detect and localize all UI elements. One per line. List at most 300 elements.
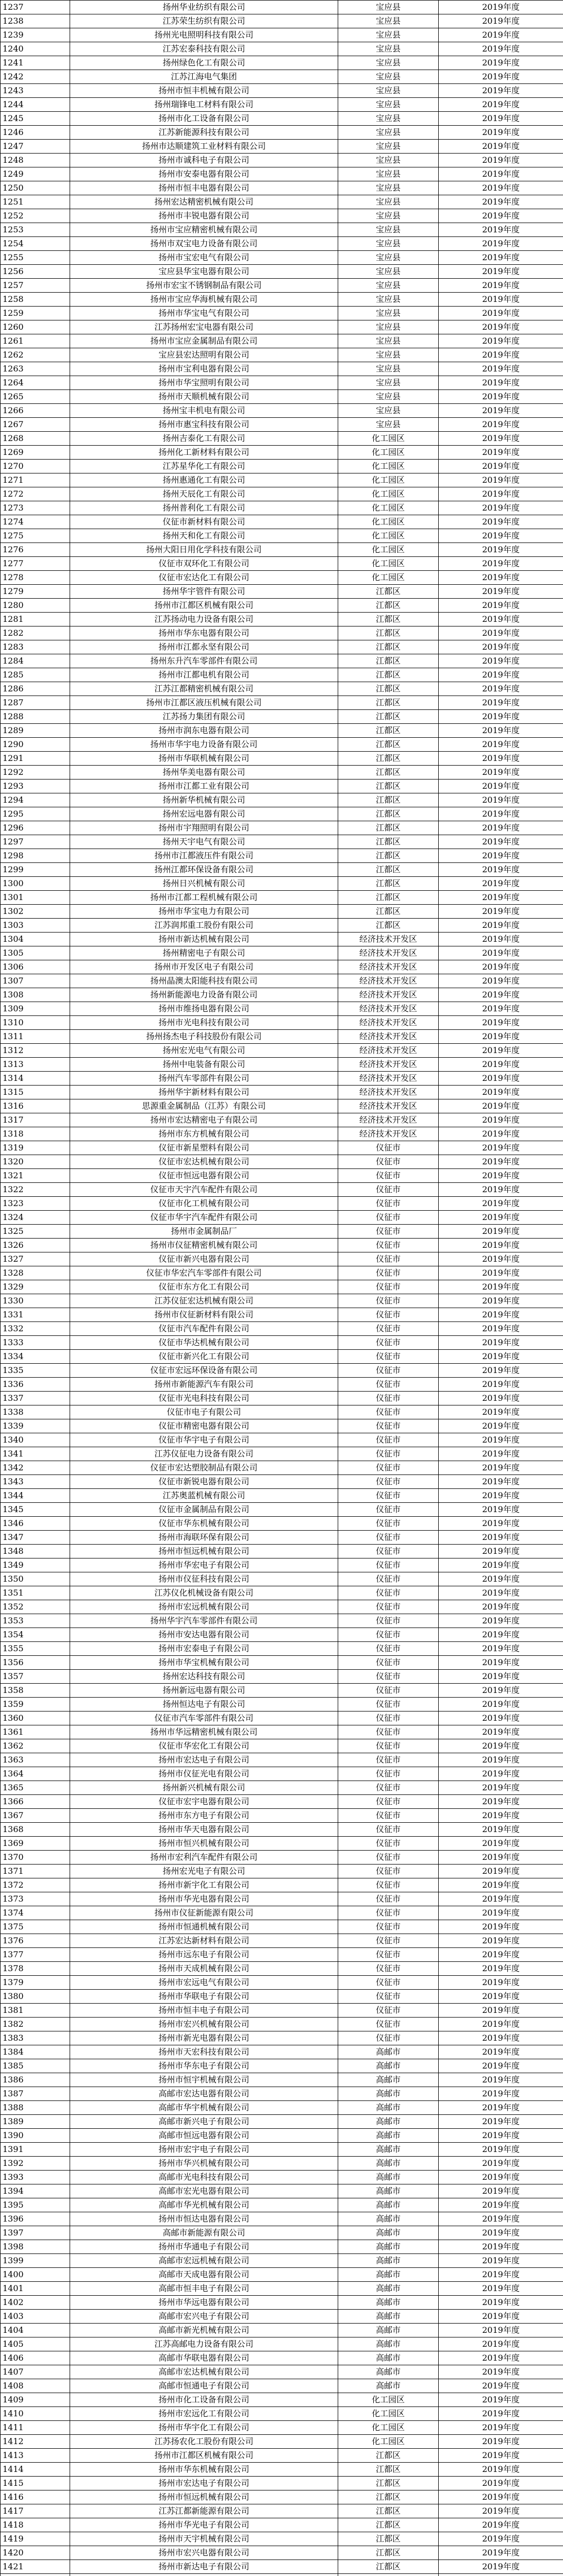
district-cell: 经济技术开发区 — [338, 988, 439, 1002]
district-cell: 宝应县 — [338, 181, 439, 195]
year-cell: 2019年度 — [439, 2073, 563, 2087]
year-cell: 2019年度 — [439, 2421, 563, 2435]
year-cell: 2019年度 — [439, 2477, 563, 2490]
district-cell: 高邮市 — [338, 2268, 439, 2282]
row-number-cell: 1379 — [1, 1976, 70, 1990]
row-number-cell: 1412 — [1, 2435, 70, 2449]
row-number-cell: 1421 — [1, 2560, 70, 2574]
row-number-cell: 1302 — [1, 905, 70, 919]
year-cell: 2019年度 — [439, 195, 563, 209]
row-number-cell: 1261 — [1, 334, 70, 348]
company-name-cell: 扬州市仪征新材料有限公司 — [70, 1308, 338, 1322]
company-name-cell: 江苏宏泰科技有限公司 — [70, 42, 338, 56]
year-cell: 2019年度 — [439, 557, 563, 571]
row-number-cell: 1397 — [1, 2226, 70, 2240]
district-cell: 江都区 — [338, 710, 439, 724]
company-name-cell: 扬州市宝应华海机械有限公司 — [70, 293, 338, 307]
district-cell: 宝应县 — [338, 209, 439, 223]
district-cell: 化工园区 — [338, 557, 439, 571]
table-row — [1, 905, 563, 919]
year-cell: 2019年度 — [439, 2351, 563, 2365]
table-row — [1, 1086, 563, 1099]
year-cell: 2019年度 — [439, 2365, 563, 2379]
district-cell: 宝应县 — [338, 376, 439, 390]
company-name-cell: 扬州东升汽车零部件有限公司 — [70, 654, 338, 668]
row-number-cell: 1258 — [1, 293, 70, 307]
year-cell: 2019年度 — [439, 1489, 563, 1503]
table-row — [1, 195, 563, 209]
row-number-cell: 1338 — [1, 1405, 70, 1419]
company-name-cell — [70, 2574, 338, 2576]
company-name-cell: 仪征市金属制品有限公司 — [70, 1503, 338, 1517]
year-cell: 2019年度 — [439, 376, 563, 390]
company-name-cell: 扬州市宝应精密机械有限公司 — [70, 223, 338, 237]
company-name-cell: 扬州扬杰电子科技股份有限公司 — [70, 1030, 338, 1044]
table-row — [1, 1058, 563, 1072]
year-cell: 2019年度 — [439, 1517, 563, 1531]
table-row — [1, 1044, 563, 1058]
company-name-cell: 扬州市润东电器有限公司 — [70, 724, 338, 738]
district-cell: 仪征市 — [338, 1545, 439, 1558]
row-number-cell: 1392 — [1, 2157, 70, 2171]
district-cell: 江都区 — [338, 738, 439, 752]
row-number-cell: 1298 — [1, 849, 70, 863]
year-cell: 2019年度 — [439, 112, 563, 126]
row-number-cell: 1341 — [1, 1447, 70, 1461]
year-cell: 2019年度 — [439, 2171, 563, 2184]
district-cell: 仪征市 — [338, 1809, 439, 1823]
district-cell: 高邮市 — [338, 2171, 439, 2184]
company-name-cell: 扬州市宏远机械有限公司 — [70, 1600, 338, 1614]
district-cell: 宝应县 — [338, 293, 439, 307]
year-cell: 2019年度 — [439, 1197, 563, 1211]
row-number-cell: 1337 — [1, 1392, 70, 1405]
district-cell: 仪征市 — [338, 1920, 439, 1934]
table-row — [1, 2115, 563, 2129]
year-cell: 2019年度 — [439, 682, 563, 696]
district-cell: 高邮市 — [338, 2087, 439, 2101]
year-cell: 2019年度 — [439, 1558, 563, 1572]
table-row — [1, 1656, 563, 1670]
row-number-cell: 1370 — [1, 1851, 70, 1865]
company-name-cell: 扬州新兴机械有限公司 — [70, 1781, 338, 1795]
district-cell: 仪征市 — [338, 1197, 439, 1211]
table-row — [1, 1141, 563, 1155]
district-cell: 宝应县 — [338, 112, 439, 126]
row-number-cell: 1417 — [1, 2504, 70, 2518]
year-cell: 2019年度 — [439, 933, 563, 946]
company-name-cell: 扬州中电装备有限公司 — [70, 1058, 338, 1072]
row-number-cell: 1316 — [1, 1099, 70, 1113]
company-name-cell: 扬州日兴机械有限公司 — [70, 877, 338, 891]
table-row — [1, 1364, 563, 1378]
district-cell: 仪征市 — [338, 1823, 439, 1837]
row-number-cell: 1380 — [1, 1990, 70, 2004]
table-row — [1, 2004, 563, 2018]
row-number-cell: 1290 — [1, 738, 70, 752]
row-number-cell: 1373 — [1, 1892, 70, 1906]
district-cell: 仪征市 — [338, 1503, 439, 1517]
year-cell: 2019年度 — [439, 1725, 563, 1739]
district-cell: 江都区 — [338, 2463, 439, 2477]
table-body — [1, 1, 563, 2576]
district-cell: 经济技术开发区 — [338, 1044, 439, 1058]
row-number-cell: 1311 — [1, 1030, 70, 1044]
company-name-cell: 扬州宏达精密机械有限公司 — [70, 195, 338, 209]
table-row — [1, 376, 563, 390]
year-cell: 2019年度 — [439, 2282, 563, 2296]
year-cell: 2019年度 — [439, 2435, 563, 2449]
row-number-cell: 1289 — [1, 724, 70, 738]
row-number-cell: 1349 — [1, 1558, 70, 1572]
table-row — [1, 2379, 563, 2393]
company-name-cell: 江苏奥蓝机械有限公司 — [70, 1489, 338, 1503]
year-cell: 2019年度 — [439, 418, 563, 432]
company-name-cell: 扬州市恒远机械有限公司 — [70, 2490, 338, 2504]
district-cell: 宝应县 — [338, 56, 439, 70]
district-cell: 江都区 — [338, 779, 439, 793]
table-row — [1, 1892, 563, 1906]
row-number-cell: 1386 — [1, 2073, 70, 2087]
row-number-cell: 1333 — [1, 1336, 70, 1350]
district-cell: 江都区 — [338, 724, 439, 738]
district-cell: 宝应县 — [338, 28, 439, 42]
row-number-cell: 1385 — [1, 2059, 70, 2073]
district-cell: 仪征市 — [338, 1781, 439, 1795]
row-number-cell: 1303 — [1, 919, 70, 933]
year-cell: 2019年度 — [439, 1266, 563, 1280]
year-cell: 2019年度 — [439, 1183, 563, 1197]
table-row — [1, 2546, 563, 2560]
company-name-cell: 仪征市化工机械有限公司 — [70, 1197, 338, 1211]
year-cell: 2019年度 — [439, 251, 563, 265]
company-name-cell: 扬州市华东机械有限公司 — [70, 2463, 338, 2477]
district-cell: 经济技术开发区 — [338, 1002, 439, 1016]
company-name-cell: 仪征市双环化工有限公司 — [70, 557, 338, 571]
district-cell: 化工园区 — [338, 543, 439, 557]
row-number-cell: 1251 — [1, 195, 70, 209]
district-cell: 仪征市 — [338, 1990, 439, 2004]
district-cell: 高邮市 — [338, 2240, 439, 2254]
row-number-cell: 1293 — [1, 779, 70, 793]
row-number-cell: 1329 — [1, 1280, 70, 1294]
district-cell: 仪征市 — [338, 1614, 439, 1628]
company-name-cell: 扬州新能源电力设备有限公司 — [70, 988, 338, 1002]
row-number-cell: 1336 — [1, 1378, 70, 1392]
company-name-cell: 江苏润邦重工股份有限公司 — [70, 919, 338, 933]
table-row — [1, 2351, 563, 2365]
year-cell: 2019年度 — [439, 668, 563, 682]
table-row — [1, 1572, 563, 1586]
company-name-cell: 扬州市恒宇机械有限公司 — [70, 2073, 338, 2087]
district-cell: 宝应县 — [338, 251, 439, 265]
row-number-cell: 1362 — [1, 1739, 70, 1753]
district-cell: 经济技术开发区 — [338, 1058, 439, 1072]
row-number-cell: 1378 — [1, 1962, 70, 1976]
row-number-cell: 1419 — [1, 2532, 70, 2546]
row-number-cell: 1344 — [1, 1489, 70, 1503]
year-cell: 2019年度 — [439, 1364, 563, 1378]
table-row — [1, 42, 563, 56]
table-row — [1, 1781, 563, 1795]
table-row — [1, 362, 563, 376]
district-cell: 化工园区 — [338, 2393, 439, 2407]
row-number-cell: 1372 — [1, 1878, 70, 1892]
year-cell: 2019年度 — [439, 1920, 563, 1934]
year-cell: 2019年度 — [439, 1419, 563, 1433]
table-row — [1, 1197, 563, 1211]
row-number-cell: 1368 — [1, 1823, 70, 1837]
district-cell: 宝应县 — [338, 265, 439, 279]
year-cell: 2019年度 — [439, 307, 563, 320]
table-row — [1, 779, 563, 793]
table-row — [1, 84, 563, 98]
row-number-cell: 1410 — [1, 2407, 70, 2421]
district-cell: 经济技术开发区 — [338, 1030, 439, 1044]
company-name-cell: 高邮市恒丰电子有限公司 — [70, 2282, 338, 2296]
table-row — [1, 167, 563, 181]
row-number-cell: 1319 — [1, 1141, 70, 1155]
table-row — [1, 1211, 563, 1225]
year-cell: 2019年度 — [439, 1545, 563, 1558]
table-row — [1, 1600, 563, 1614]
table-row — [1, 2449, 563, 2463]
table-row — [1, 543, 563, 557]
row-number-cell: 1313 — [1, 1058, 70, 1072]
year-cell: 2019年度 — [439, 529, 563, 543]
company-name-cell: 扬州市华宇化工有限公司 — [70, 2421, 338, 2435]
company-name-cell: 扬州市新光电器有限公司 — [70, 2031, 338, 2045]
row-number-cell: 1377 — [1, 1948, 70, 1962]
year-cell: 2019年度 — [439, 70, 563, 84]
table-row — [1, 2018, 563, 2031]
district-cell: 仪征市 — [338, 1266, 439, 1280]
table-row — [1, 2504, 563, 2518]
year-cell: 2019年度 — [439, 2087, 563, 2101]
year-cell: 2019年度 — [439, 1823, 563, 1837]
row-number-cell: 1367 — [1, 1809, 70, 1823]
table-row — [1, 56, 563, 70]
year-cell: 2019年度 — [439, 2324, 563, 2337]
company-name-cell: 扬州吉泰化工有限公司 — [70, 432, 338, 446]
table-row — [1, 821, 563, 835]
table-row — [1, 2171, 563, 2184]
company-name-cell: 仪征市汽车零部件有限公司 — [70, 1711, 338, 1725]
district-cell: 高邮市 — [338, 2101, 439, 2115]
table-row — [1, 1837, 563, 1851]
company-name-cell: 扬州市华联电子有限公司 — [70, 1990, 338, 2004]
district-cell: 宝应县 — [338, 279, 439, 293]
company-name-cell: 扬州惠通化工有限公司 — [70, 473, 338, 487]
company-name-cell: 仪征市精密电器有限公司 — [70, 1419, 338, 1433]
row-number-cell: 1356 — [1, 1656, 70, 1670]
row-number-cell: 1306 — [1, 960, 70, 974]
district-cell: 江都区 — [338, 696, 439, 710]
table-row — [1, 460, 563, 473]
row-number-cell: 1334 — [1, 1350, 70, 1364]
table-row — [1, 140, 563, 154]
row-number-cell: 1250 — [1, 181, 70, 195]
district-cell: 经济技术开发区 — [338, 1086, 439, 1099]
district-cell: 江都区 — [338, 654, 439, 668]
district-cell: 宝应县 — [338, 362, 439, 376]
row-number-cell: 1273 — [1, 501, 70, 515]
table-row — [1, 2031, 563, 2045]
company-name-cell: 扬州华宇管件有限公司 — [70, 585, 338, 599]
district-cell: 仪征市 — [338, 1642, 439, 1656]
district-cell: 宝应县 — [338, 14, 439, 28]
row-number-cell: 1274 — [1, 515, 70, 529]
company-name-cell: 扬州宏光电气有限公司 — [70, 1044, 338, 1058]
company-name-cell: 高邮市新兴电子有限公司 — [70, 2115, 338, 2129]
company-name-cell: 高邮市光电科技有限公司 — [70, 2171, 338, 2184]
district-cell: 化工园区 — [338, 2407, 439, 2421]
company-name-cell: 扬州市仪征新能源有限公司 — [70, 1906, 338, 1920]
district-cell: 仪征市 — [338, 1572, 439, 1586]
table-row — [1, 1155, 563, 1169]
company-name-cell: 扬州市东方电子有限公司 — [70, 1809, 338, 1823]
district-cell — [338, 2574, 439, 2576]
company-name-cell: 扬州市仪征光电有限公司 — [70, 1767, 338, 1781]
row-number-cell: 1295 — [1, 807, 70, 821]
year-cell: 2019年度 — [439, 460, 563, 473]
table-row — [1, 599, 563, 613]
company-name-cell: 扬州市江都工业有限公司 — [70, 779, 338, 793]
table-row — [1, 2574, 563, 2576]
year-cell: 2019年度 — [439, 1002, 563, 1016]
company-name-cell: 扬州市华东电器有限公司 — [70, 626, 338, 640]
row-number-cell: 1390 — [1, 2129, 70, 2143]
year-cell: 2019年度 — [439, 334, 563, 348]
year-cell: 2019年度 — [439, 265, 563, 279]
company-name-cell: 江苏扬农化工股份有限公司 — [70, 2435, 338, 2449]
table-row — [1, 1266, 563, 1280]
district-cell: 高邮市 — [338, 2351, 439, 2365]
row-number-cell: 1376 — [1, 1934, 70, 1948]
district-cell: 宝应县 — [338, 237, 439, 251]
row-number-cell: 1355 — [1, 1642, 70, 1656]
year-cell: 2019年度 — [439, 1461, 563, 1475]
district-cell: 宝应县 — [338, 404, 439, 418]
company-name-cell: 扬州市恒兴机械有限公司 — [70, 1837, 338, 1851]
table-row — [1, 1433, 563, 1447]
company-name-cell: 江苏江海电气集团 — [70, 70, 338, 84]
company-name-cell: 扬州市华通电子有限公司 — [70, 2240, 338, 2254]
row-number-cell: 1361 — [1, 1725, 70, 1739]
company-name-cell: 江苏扬动电力设备有限公司 — [70, 613, 338, 626]
year-cell: 2019年度 — [439, 1044, 563, 1058]
year-cell: 2019年度 — [439, 2518, 563, 2532]
table-row — [1, 849, 563, 863]
row-number-cell: 1420 — [1, 2546, 70, 2560]
row-number-cell: 1382 — [1, 2018, 70, 2031]
company-name-cell: 扬州市华天电器有限公司 — [70, 1823, 338, 1837]
company-name-cell: 江苏扬州宏宝电器有限公司 — [70, 320, 338, 334]
district-cell: 江都区 — [338, 613, 439, 626]
year-cell: 2019年度 — [439, 2393, 563, 2407]
table-row — [1, 1976, 563, 1990]
table-row — [1, 237, 563, 251]
district-cell: 仪征市 — [338, 1753, 439, 1767]
company-name-cell: 扬州市恒通机械有限公司 — [70, 1920, 338, 1934]
company-name-cell: 扬州市华东电子有限公司 — [70, 2059, 338, 2073]
district-cell: 高邮市 — [338, 2212, 439, 2226]
district-cell: 仪征市 — [338, 1725, 439, 1739]
table-row — [1, 223, 563, 237]
district-cell: 化工园区 — [338, 2421, 439, 2435]
row-number-cell: 1300 — [1, 877, 70, 891]
company-name-cell: 扬州市恒达电器有限公司 — [70, 2212, 338, 2226]
table-row — [1, 1934, 563, 1948]
row-number-cell: 1347 — [1, 1531, 70, 1545]
row-number-cell — [1, 2574, 70, 2576]
company-name-cell: 仪征市天宇汽车配件有限公司 — [70, 1183, 338, 1197]
company-name-cell: 扬州宏远电器有限公司 — [70, 807, 338, 821]
company-name-cell: 仪征市新锐电器有限公司 — [70, 1475, 338, 1489]
year-cell: 2019年度 — [439, 1503, 563, 1517]
company-name-cell: 扬州市华宏电子有限公司 — [70, 1558, 338, 1572]
company-name-cell: 扬州市天宏科技有限公司 — [70, 2045, 338, 2059]
table-row — [1, 2393, 563, 2407]
year-cell: 2019年度 — [439, 98, 563, 112]
year-cell: 2019年度 — [439, 2463, 563, 2477]
district-cell: 仪征市 — [338, 1294, 439, 1308]
row-number-cell: 1291 — [1, 752, 70, 766]
year-cell: 2019年度 — [439, 14, 563, 28]
row-number-cell: 1315 — [1, 1086, 70, 1099]
year-cell: 2019年度 — [439, 585, 563, 599]
year-cell: 2019年度 — [439, 863, 563, 877]
district-cell: 高邮市 — [338, 2073, 439, 2087]
year-cell: 2019年度 — [439, 348, 563, 362]
company-name-cell: 扬州精密电子有限公司 — [70, 946, 338, 960]
year-cell: 2019年度 — [439, 1628, 563, 1642]
year-cell: 2019年度 — [439, 2143, 563, 2157]
company-name-cell: 扬州江都环保设备有限公司 — [70, 863, 338, 877]
company-name-cell: 仪征市华宏化工有限公司 — [70, 1739, 338, 1753]
district-cell: 仪征市 — [338, 1336, 439, 1350]
company-name-cell: 扬州市宏远化工有限公司 — [70, 2407, 338, 2421]
district-cell: 仪征市 — [338, 1447, 439, 1461]
district-cell: 仪征市 — [338, 1308, 439, 1322]
row-number-cell: 1352 — [1, 1600, 70, 1614]
district-cell: 江都区 — [338, 2449, 439, 2463]
row-number-cell: 1279 — [1, 585, 70, 599]
district-cell: 高邮市 — [338, 2310, 439, 2324]
year-cell: 2019年度 — [439, 738, 563, 752]
district-cell: 宝应县 — [338, 223, 439, 237]
year-cell: 2019年度 — [439, 1753, 563, 1767]
district-cell: 经济技术开发区 — [338, 946, 439, 960]
year-cell: 2019年度 — [439, 1781, 563, 1795]
district-cell: 化工园区 — [338, 571, 439, 585]
year-cell: 2019年度 — [439, 2059, 563, 2073]
table-row — [1, 112, 563, 126]
row-number-cell: 1403 — [1, 2310, 70, 2324]
district-cell: 仪征市 — [338, 2018, 439, 2031]
row-number-cell: 1415 — [1, 2477, 70, 2490]
district-cell: 经济技术开发区 — [338, 933, 439, 946]
table-row — [1, 1628, 563, 1642]
district-cell: 高邮市 — [338, 2365, 439, 2379]
table-row — [1, 2240, 563, 2254]
table-row — [1, 877, 563, 891]
year-cell: 2019年度 — [439, 543, 563, 557]
year-cell: 2019年度 — [439, 1294, 563, 1308]
year-cell: 2019年度 — [439, 1892, 563, 1906]
year-cell: 2019年度 — [439, 2546, 563, 2560]
company-name-cell: 宝应县华宝电器有限公司 — [70, 265, 338, 279]
